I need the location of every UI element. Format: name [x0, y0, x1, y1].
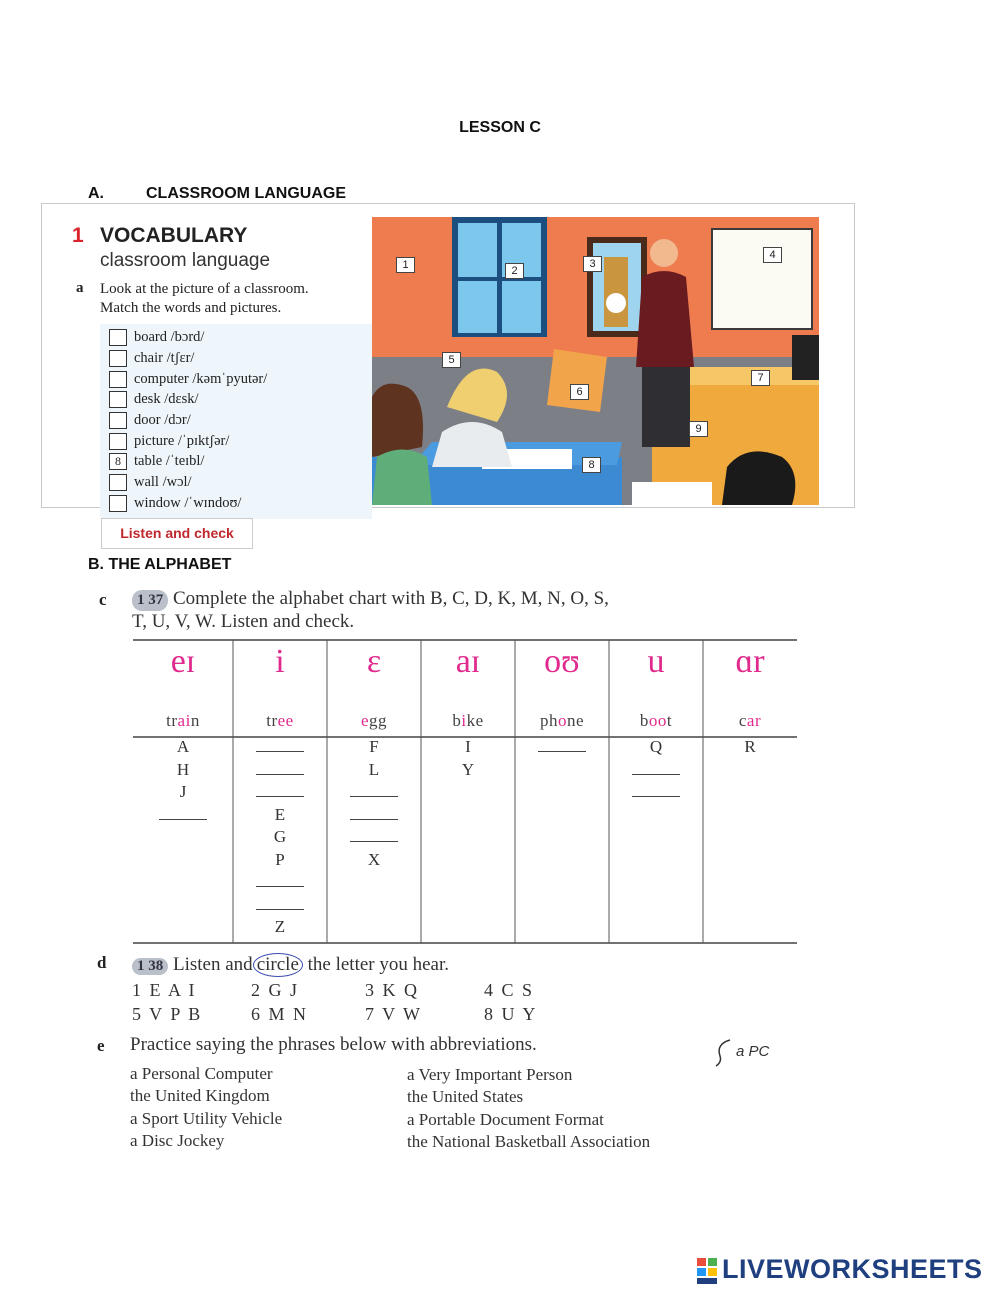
- key-word: [703, 711, 797, 731]
- word-item: [109, 371, 267, 391]
- exercise-d-instruction: [132, 953, 449, 977]
- blank-line[interactable]: [256, 737, 304, 752]
- exercise-d-text-after: the letter you hear.: [307, 954, 450, 975]
- word-text: wall /wɔl/: [134, 474, 192, 491]
- chart-letter: P: [275, 849, 285, 869]
- word-list: [100, 324, 372, 519]
- blank-answer[interactable]: [327, 826, 421, 848]
- key-word-highlight: ee: [277, 711, 294, 730]
- phrase-item: the United Kingdom: [130, 1086, 270, 1105]
- blank-answer[interactable]: [515, 736, 609, 758]
- chart-column: [233, 639, 327, 944]
- exercise-c-letter: c: [99, 590, 107, 609]
- key-word-part: tr: [266, 711, 278, 730]
- key-word: [609, 711, 703, 731]
- exercise-c-line-1: Complete the alphabet chart with B, C, D, K, M, N, O, S,: [173, 588, 609, 609]
- chart-column: [133, 639, 233, 944]
- phrase-item: a Personal Computer: [130, 1064, 273, 1083]
- blank-answer[interactable]: [609, 759, 703, 781]
- exercise-e-letter: e: [97, 1036, 105, 1055]
- exercise-a-letter: a: [76, 280, 84, 296]
- picture-number: 1: [396, 257, 415, 273]
- answer-box[interactable]: [109, 329, 127, 346]
- liveworksheets-logo[interactable]: LIVEWORKSHEETS: [722, 1254, 983, 1284]
- blank-answer[interactable]: [233, 781, 327, 803]
- blank-answer[interactable]: [233, 894, 327, 916]
- picture-number: 5: [442, 352, 461, 368]
- key-word-highlight: oo: [648, 711, 667, 730]
- audio-track-icon[interactable]: 1 38: [132, 958, 168, 975]
- circled-word: circle: [253, 953, 303, 977]
- section-a-letter: A.: [88, 185, 104, 202]
- speech-bubble-icon: [712, 1036, 736, 1068]
- key-word-part: b: [639, 711, 649, 730]
- blank-line[interactable]: [350, 827, 398, 842]
- classroom-illustration: [372, 217, 819, 505]
- chart-letter: H: [176, 759, 190, 779]
- picture-number: 9: [689, 421, 708, 437]
- word-item: [109, 453, 204, 473]
- sound-symbol: eɪ: [170, 643, 196, 680]
- word-text: table /ˈteɪbl/: [134, 453, 205, 470]
- chart-letter: I: [465, 737, 471, 756]
- vocabulary-heading: VOCABULARY: [100, 224, 248, 247]
- answer-box[interactable]: [109, 412, 127, 429]
- key-word-highlight: o: [557, 711, 567, 730]
- word-text: board /bɔrd/: [134, 329, 205, 346]
- blank-answer[interactable]: [233, 759, 327, 781]
- phrase-item: a Sport Utility Vehicle: [130, 1109, 283, 1128]
- blank-answer[interactable]: [133, 804, 233, 826]
- picture-number: 3: [583, 256, 602, 272]
- section-b-heading: B. THE ALPHABET: [88, 556, 232, 573]
- chart-column: [327, 639, 421, 944]
- answer-box[interactable]: [109, 495, 127, 512]
- phrase-item: a Portable Document Format: [407, 1110, 604, 1129]
- blank-line[interactable]: [256, 895, 304, 910]
- chart-letter: F: [369, 737, 379, 756]
- word-text: door /dɔr/: [134, 412, 191, 429]
- instruction-line-2: Match the words and pictures.: [100, 300, 282, 316]
- answer-box[interactable]: [109, 474, 127, 491]
- chart-column: [515, 639, 609, 944]
- picture-number: 2: [505, 263, 524, 279]
- section-a-title: CLASSROOM LANGUAGE: [146, 185, 346, 202]
- key-word-highlight: i: [461, 711, 467, 730]
- exercise-c-line-2: T, U, V, W. Listen and check.: [132, 611, 355, 632]
- word-text: computer /kəmˈpyutər/: [134, 371, 268, 388]
- answer-box[interactable]: [109, 350, 127, 367]
- letter-item[interactable]: 5 V P B: [132, 1004, 203, 1024]
- chart-letter: R: [744, 737, 756, 756]
- chart-letter: J: [179, 782, 187, 801]
- sound-symbol: oʊ: [544, 643, 580, 680]
- blank-line[interactable]: [256, 872, 304, 887]
- word-item: [109, 495, 241, 515]
- picture-number: 7: [751, 370, 770, 386]
- sound-symbol: u: [647, 643, 665, 680]
- word-item: [109, 350, 194, 370]
- lesson-title: LESSON C: [459, 119, 541, 136]
- section-a-heading: [88, 185, 346, 203]
- alphabet-chart: [133, 639, 797, 944]
- answer-box[interactable]: [109, 391, 127, 408]
- picture-number: 8: [582, 457, 601, 473]
- sound-symbol: i: [275, 643, 285, 680]
- exercise-d-text-before: Listen and: [173, 954, 253, 975]
- chart-letter: A: [176, 737, 190, 756]
- word-text: picture /ˈpɪktʃər/: [134, 433, 230, 450]
- exercise-d-letter: d: [97, 953, 107, 972]
- word-text: chair /tʃɛr/: [134, 350, 195, 367]
- phrase-item: the United States: [407, 1087, 524, 1106]
- blank-line[interactable]: [538, 737, 586, 752]
- answer-box[interactable]: 8: [109, 453, 127, 470]
- sound-symbol: ɑr: [735, 643, 765, 680]
- key-word: [421, 711, 515, 731]
- blank-answer[interactable]: [233, 871, 327, 893]
- chart-letter: L: [368, 759, 380, 779]
- chart-column: [609, 639, 703, 944]
- liveworksheets-logo-icon: [697, 1256, 721, 1286]
- key-word: [133, 711, 233, 731]
- audio-track-icon[interactable]: 1 37: [132, 590, 168, 611]
- word-item: [109, 329, 204, 349]
- blank-line[interactable]: [159, 805, 207, 820]
- phrase-item: the National Basketball Association: [407, 1132, 651, 1151]
- phrase-item: a Disc Jockey: [130, 1131, 225, 1150]
- sound-symbol: ɛ: [366, 643, 382, 680]
- letter-item[interactable]: 6 M N: [251, 1004, 309, 1024]
- key-word-part: ke: [466, 711, 484, 730]
- key-word: [233, 711, 327, 731]
- word-text: window /ˈwɪndoʊ/: [134, 495, 242, 512]
- key-word-part: c: [738, 711, 747, 730]
- speech-note: [712, 1036, 769, 1068]
- blank-line[interactable]: [256, 760, 304, 775]
- speech-note-text: a PC: [736, 1042, 770, 1060]
- chart-column: [703, 639, 797, 944]
- blank-line[interactable]: [632, 782, 680, 797]
- letter-item[interactable]: 7 V W: [365, 1004, 423, 1024]
- key-word-part: ne: [566, 711, 585, 730]
- key-word-highlight: ai: [177, 711, 191, 730]
- key-word-highlight: e: [360, 711, 370, 730]
- blank-line[interactable]: [256, 782, 304, 797]
- key-word-part: n: [190, 711, 200, 730]
- instruction-line-1: Look at the picture of a classroom.: [100, 281, 309, 297]
- letter-item[interactable]: 3 K Q: [365, 980, 419, 1000]
- chart-letter: Y: [461, 759, 475, 779]
- letter-item[interactable]: 8 U Y: [484, 1004, 538, 1024]
- answer-box[interactable]: [109, 433, 127, 450]
- exercise-c-instruction: [132, 588, 822, 632]
- picture-number: 4: [763, 247, 782, 263]
- key-word: [327, 711, 421, 731]
- vocabulary-number: 1: [72, 224, 84, 247]
- listen-and-check-button[interactable]: Listen and check: [101, 518, 253, 549]
- key-word-highlight: ar: [746, 711, 762, 730]
- key-word-part: tr: [166, 711, 178, 730]
- key-word-part: b: [452, 711, 462, 730]
- chart-letter: E: [274, 804, 286, 824]
- word-item: [109, 474, 192, 494]
- letter-item[interactable]: 1 E A I: [132, 980, 197, 1000]
- blank-answer[interactable]: [327, 781, 421, 803]
- chart-letter: Q: [649, 737, 663, 756]
- blank-line[interactable]: [350, 782, 398, 797]
- vocabulary-subheading: classroom language: [100, 250, 271, 271]
- blank-answer[interactable]: [233, 736, 327, 758]
- blank-line[interactable]: [632, 760, 680, 775]
- word-item: [109, 391, 199, 411]
- key-word-part: ph: [539, 711, 558, 730]
- key-word-part: gg: [369, 711, 388, 730]
- word-text: desk /dɛsk/: [134, 391, 199, 408]
- answer-box[interactable]: [109, 371, 127, 388]
- key-word: [515, 711, 609, 731]
- blank-answer[interactable]: [609, 781, 703, 803]
- letter-item[interactable]: 4 C S: [484, 980, 535, 1000]
- chart-letter: Z: [274, 917, 286, 936]
- blank-line[interactable]: [350, 805, 398, 820]
- exercise-a-instruction: [100, 280, 309, 318]
- chart-letter: G: [273, 827, 287, 846]
- word-item: [109, 412, 191, 432]
- key-word-part: t: [666, 711, 673, 730]
- exercise-e-instruction: Practice saying the phrases below with abbreviations.: [130, 1034, 537, 1055]
- chart-letter: X: [367, 849, 381, 869]
- letter-item[interactable]: 2 G J: [251, 980, 300, 1000]
- sound-symbol: aɪ: [455, 643, 481, 680]
- phrase-item: a Very Important Person: [407, 1065, 573, 1084]
- blank-answer[interactable]: [327, 804, 421, 826]
- picture-number: 6: [570, 384, 589, 400]
- chart-column: [421, 639, 515, 944]
- word-item: [109, 433, 229, 453]
